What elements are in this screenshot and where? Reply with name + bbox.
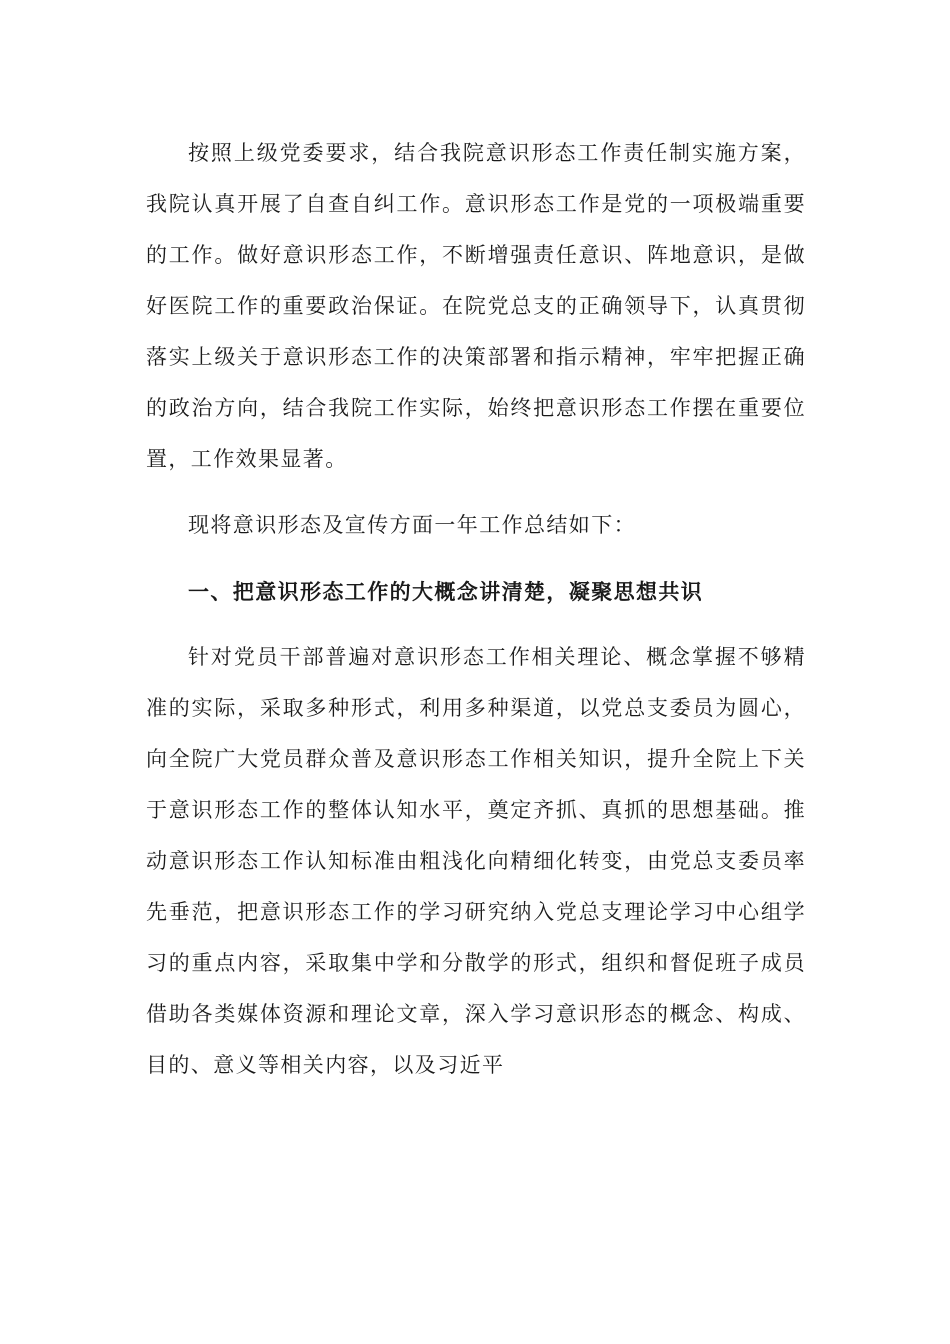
section-1-paragraph: 针对党员干部普遍对意识形态工作相关理论、概念掌握不够精准的实际，采取多种形式，利用多种渠道，以党总支委员为圆心，向全院广大党员群众普及意识形态工作相关知识，提升全院上下关于意识形态工作的整体认知水平，奠定齐抓、真抓的思想基础。推动意识形态工作认知标准由粗浅化向精细化转变，由党总支委员率先垂范，把意识形态工作的学习研究纳入党总支理论学习中心组学习的重点内容，采取集中学和分散学的形式，组织和督促班子成员借助各类媒体资源和理论文章，深入学习意识形态的概念、构成、目的、意义等相关内容，以及习近平 — [146, 645, 806, 1077]
summary-lead-paragraph: 现将意识形态及宣传方面一年工作总结如下： — [188, 513, 636, 537]
section-heading-1: 一、把意识形态工作的大概念讲清楚，凝聚思想共识 — [188, 579, 704, 604]
intro-paragraph: 按照上级党委要求，结合我院意识形态工作责任制实施方案，我院认真开展了自查自纠工作。意识形态工作是党的一项极端重要的工作。做好意识形态工作，不断增强责任意识、阵地意识，是做好医院工作的重要政治保证。在院党总支的正确领导下，认真贯彻落实上级关于意识形态工作的决策部署和指示精神，牢牢把握正确的政治方向，结合我院工作实际，始终把意识形态工作摆在重要位置，工作效果显著。 — [146, 141, 806, 471]
document-body — [146, 128, 806, 1091]
